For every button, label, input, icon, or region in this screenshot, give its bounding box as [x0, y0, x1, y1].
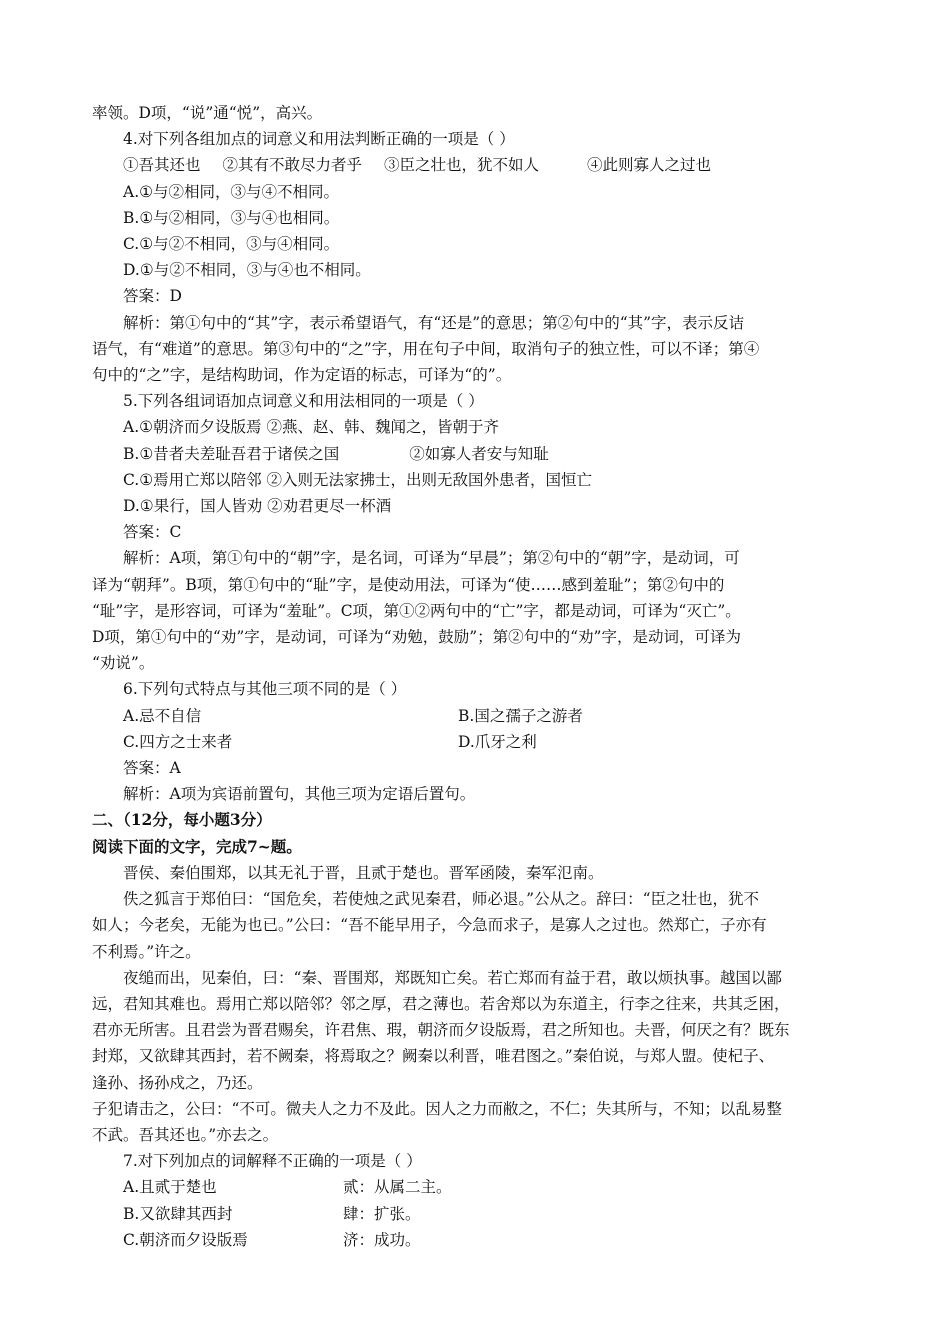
reading-instruction: 阅读下面的文字，完成7~题。 — [92, 836, 302, 856]
item-1: ①吾其还也 — [123, 156, 201, 175]
answer: 答案：D — [123, 287, 182, 306]
analysis-cont: “劝说”。 — [92, 654, 155, 673]
question-4-stem: 4.对下列各组加点的词意义和用法判断正确的一项是（ ） — [123, 130, 515, 149]
analysis-cont: 译为“朝拜”。B项，第①句中的“耻”字，是使动用法，可译为“使……感到羞耻”；第②句中的 — [92, 575, 725, 594]
option-d: D.爪牙之利 — [458, 732, 537, 751]
option-a-gloss: 贰：从属二主。 — [343, 1178, 452, 1197]
passage-line: 不利焉。”许之。 — [92, 942, 201, 961]
question-6-stem: 6.下列句式特点与其他三项不同的是（ ） — [123, 680, 407, 699]
option-c: C.①与②不相同，③与④相同。 — [123, 235, 340, 254]
option-c: C.朝济而夕设版焉 — [123, 1230, 248, 1249]
option-b-part-1: B.①昔者夫差耻吾君于诸侯之国 — [123, 444, 340, 463]
analysis: 解析：A项，第①句中的“朝”字，是名词，可译为“早晨”；第②句中的“朝”字，是动词，可 — [123, 549, 740, 568]
options-row — [92, 1201, 872, 1227]
item-4: ④此则寡人之过也 — [587, 156, 712, 175]
passage-line: 远，君知其难也。焉用亡郑以陪邻？邻之厚，君之薄也。若舍郑以为东道主，行李之往来，共其乏困， — [92, 994, 790, 1013]
question-4-items — [92, 152, 872, 178]
options-row — [92, 1174, 872, 1200]
passage-line: 如人；今老矣，无能为也已。”公曰：“吾不能早用子，今急而求子，是寡人之过也。然郑亡，子亦有 — [92, 916, 767, 935]
option-d: D.①与②不相同，③与④也不相同。 — [123, 261, 371, 280]
passage-line: 不武。吾其还也。”亦去之。 — [92, 1125, 279, 1144]
item-3: ③臣之壮也，犹不如人 — [384, 156, 540, 175]
option-b: B.①与②相同，③与④也相同。 — [123, 208, 340, 227]
passage-line: 佚之狐言于郑伯曰：“国危矣，若使烛之武见秦君，师必退。”公从之。辞曰：“臣之壮也，犹不 — [123, 890, 760, 909]
document-page — [92, 100, 872, 1253]
option-c: C.四方之士来者 — [123, 732, 233, 751]
answer: 答案：A — [123, 759, 181, 778]
item-2: ②其有不敢尽力者乎 — [222, 156, 363, 175]
passage-line: 晋侯、秦伯围郑，以其无礼于晋，且贰于楚也。晋军函陵，秦军氾南。 — [123, 863, 604, 882]
text-line: 率领。D项，“说”通“悦”，高兴。 — [92, 104, 323, 122]
question-7-stem: 7.对下列加点的词解释不正确的一项是（ ） — [123, 1152, 422, 1171]
options-row — [92, 729, 872, 755]
analysis: 解析：第①句中的“其”字，表示希望语气，有“还是”的意思；第②句中的“其”字，表示反诘 — [123, 313, 745, 332]
option-a: A.且贰于楚也 — [123, 1178, 217, 1197]
passage-line: 子犯请击之，公曰：“不可。微夫人之力不及此。因人之力而敝之，不仁；失其所与，不知；以乱易整 — [92, 1099, 782, 1118]
option-b-gloss: 肆：扩张。 — [343, 1204, 421, 1223]
question-5-stem: 5.下列各组词语加点词意义和用法相同的一项是（ ） — [123, 392, 484, 411]
analysis-cont: “耻”字，是形容词，可译为“羞耻”。C项，第①②两句中的“亡”字，都是动词，可译为“灭亡”。 — [92, 601, 741, 620]
option-c-gloss: 济：成功。 — [343, 1230, 421, 1249]
option-b: B.国之孺子之游者 — [458, 706, 583, 725]
passage-line: 逢孙、扬孙戍之，乃还。 — [92, 1073, 263, 1092]
options-row — [92, 703, 872, 729]
analysis-cont: 语气，有“难道”的意思。第③句中的“之”字，用在句子中间，取消句子的独立性，可以不译；第④ — [92, 339, 760, 358]
option-a: A.忌不自信 — [123, 706, 202, 725]
passage-line: 君亦无所害。且君尝为晋君赐矣，许君焦、瑕，朝济而夕设版焉，君之所知也。夫晋，何厌之有？既东 — [92, 1021, 790, 1040]
option-c: C.①焉用亡郑以陪邻 ②入则无法家拂士，出则无敌国外患者，国恒亡 — [123, 470, 593, 489]
answer: 答案：C — [123, 523, 182, 542]
option-b-part-2: ②如寡人者安与知耻 — [409, 444, 549, 463]
passage-line: 夜缒而出，见秦伯，曰：“秦、晋围郑，郑既知亡矣。若亡郑而有益于君，敢以烦执事。越国以鄙 — [123, 968, 782, 987]
option-a: A.①朝济而夕设版焉 ②燕、赵、韩、魏闻之，皆朝于齐 — [123, 418, 499, 437]
option-a: A.①与②相同，③与④不相同。 — [123, 182, 340, 201]
analysis: 解析：A项为宾语前置句，其他三项为定语后置句。 — [123, 785, 476, 804]
options-row — [92, 1227, 872, 1253]
passage-line: 封郑，又欲肆其西封，若不阙秦，将焉取之？阙秦以利晋，唯君图之。”秦伯说，与郑人盟。使杞子、 — [92, 1047, 775, 1066]
section-heading: 二、（12分，每小题3分） — [92, 810, 272, 830]
analysis-cont: 句中的“之”字，是结构助词，作为定语的标志，可译为“的”。 — [92, 366, 512, 385]
option-b: B.又欲肆其西封 — [123, 1204, 233, 1223]
option-d: D.①果行，国人皆劝 ②劝君更尽一杯酒 — [123, 497, 392, 516]
analysis-cont: D项，第①句中的“劝”字，是动词，可译为“劝勉，鼓励”；第②句中的“劝”字，是动词，可译为 — [92, 628, 741, 647]
option-b — [92, 441, 872, 467]
